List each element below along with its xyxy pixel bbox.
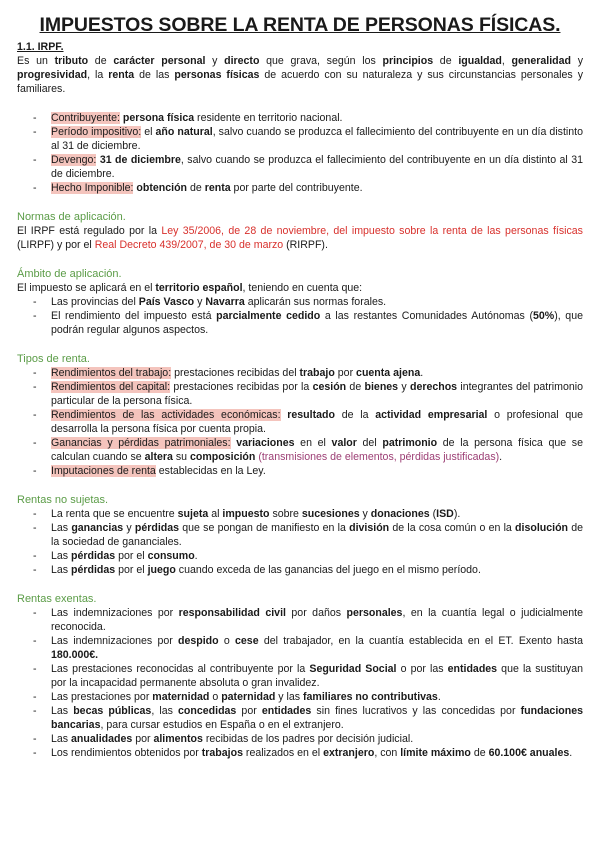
exenta-item xyxy=(17,746,583,760)
highlighted-term: Período impositivo: xyxy=(51,126,142,138)
bold-term: año natural xyxy=(155,126,213,138)
text-run: a las restantes Comunidades Autónomas ( xyxy=(320,310,533,322)
text-run: El rendimiento del impuesto está xyxy=(51,310,217,322)
highlighted-term: Contribuyente: xyxy=(51,112,120,124)
text-run: ( xyxy=(429,508,437,520)
text-run: que grava, según los xyxy=(259,55,383,67)
bold-term: límite máximo xyxy=(400,747,471,759)
text-run: Las prestaciones por xyxy=(51,691,153,703)
text-run: de las xyxy=(134,69,175,81)
text-run: La renta que se encuentre xyxy=(51,508,178,520)
text-run: Es un xyxy=(17,55,55,67)
bold-term: actividad empresarial xyxy=(375,409,488,421)
bold-term: donaciones xyxy=(370,508,430,520)
bold-term: personales xyxy=(346,607,403,619)
text-run: El impuesto se aplicará en el xyxy=(17,282,156,294)
bold-term: extranjero xyxy=(323,747,375,759)
text-run: , la xyxy=(87,69,109,81)
highlighted-term: Imputaciones de renta xyxy=(51,465,156,477)
bold-term: impuesto xyxy=(222,508,270,520)
exenta-item xyxy=(17,732,583,746)
text-run: por daños xyxy=(285,607,347,619)
text-run: y xyxy=(398,381,410,393)
bold-term: concedidas xyxy=(178,705,237,717)
text-run: por xyxy=(236,705,262,717)
exenta-item xyxy=(17,634,583,662)
text-run: del trabajador, en la cuantía establecida en el ET. Exento hasta xyxy=(258,635,583,647)
text-run: que la sustituyan por la incapacidad permanente absoluta o gran invalidez. xyxy=(51,663,583,689)
highlighted-term: Hecho Imponible: xyxy=(51,182,134,194)
definition-item xyxy=(17,153,583,181)
exentas-list xyxy=(17,606,583,760)
text-run: . xyxy=(437,691,441,703)
text-run: y xyxy=(571,55,583,67)
text-run: de la xyxy=(334,409,376,421)
text-run: de acuerdo con su naturaleza y sus circunstancias personales y familiares. xyxy=(17,69,583,95)
bold-term: cese xyxy=(235,635,259,647)
text-run: o por las xyxy=(396,663,448,675)
text-run: o xyxy=(209,691,222,703)
bold-term: tributo xyxy=(54,55,89,67)
bold-term: patrimonio xyxy=(382,437,438,449)
highlighted-term: Rendimientos de las actividades económicas: xyxy=(51,409,281,421)
text-run: o profesional que desarrolla la persona física por cuenta propia. xyxy=(51,409,583,435)
text-run: por el xyxy=(115,550,148,562)
text-run: Las prestaciones reconocidas al contribuyente por la xyxy=(51,663,310,675)
bold-term: trabajo xyxy=(299,367,335,379)
ambito-item xyxy=(17,295,583,309)
text-run: (RIRPF). xyxy=(283,239,328,251)
bold-term: trabajos xyxy=(201,747,243,759)
bold-term: familiares no contributivas xyxy=(303,691,438,703)
bold-term: derechos xyxy=(409,381,458,393)
text-run: Las xyxy=(51,564,72,576)
text-run: ), que podrán regular algunos aspectos. xyxy=(51,310,583,336)
text-run: que se pongan de manifiesto en la xyxy=(179,522,350,534)
exenta-item xyxy=(17,690,583,704)
heading-no-sujetas: Rentas no sujetas. xyxy=(17,494,109,506)
law-reference: Ley 35/2006, de 28 de noviembre, del impuesto sobre la renta de las personas físicas xyxy=(161,225,583,237)
text-run: por xyxy=(334,367,357,379)
text-run: o xyxy=(218,635,236,647)
no-sujeta-item xyxy=(17,563,583,577)
bold-term: entidades xyxy=(447,663,498,675)
bold-term: variaciones xyxy=(236,437,295,449)
bold-term: renta xyxy=(108,69,135,81)
bold-term: 31 de diciembre xyxy=(99,154,181,166)
text-run: , con xyxy=(374,747,401,759)
text-run: (LIRPF) y por el xyxy=(17,239,95,251)
tipo-item xyxy=(17,380,583,408)
law-reference: Real Decreto 439/2007, de 30 de marzo xyxy=(94,239,284,251)
text-run: de xyxy=(470,747,489,759)
bold-term: sucesiones xyxy=(301,508,360,520)
text-run: cuando exceda de las ganancias del juego en el mismo período. xyxy=(175,564,481,576)
heading-normas: Normas de aplicación. xyxy=(17,211,126,223)
text-run: el xyxy=(141,126,156,138)
text-run: y xyxy=(359,508,371,520)
heading-ambito: Ámbito de aplicación. xyxy=(17,268,122,280)
section-heading-irpf: 1.1. IRPF. xyxy=(17,41,64,53)
bold-term: paternidad xyxy=(221,691,276,703)
text-run: . xyxy=(499,451,503,463)
text-run: de la persona física que se calculan cuando se xyxy=(51,437,583,463)
text-run: Las indemnizaciones por xyxy=(51,607,179,619)
bold-term: renta xyxy=(204,182,231,194)
bold-term: responsabilidad civil xyxy=(178,607,286,619)
exenta-item xyxy=(17,704,583,732)
bold-term: despido xyxy=(178,635,219,647)
text-run: de xyxy=(88,55,114,67)
definition-item xyxy=(17,125,583,153)
tipo-item xyxy=(17,366,583,380)
no-sujeta-item xyxy=(17,521,583,549)
text-run: y xyxy=(123,522,135,534)
bold-term: cuenta ajena xyxy=(356,367,421,379)
text-run: Los rendimientos obtenidos por xyxy=(51,747,202,759)
text-run: de xyxy=(346,381,365,393)
bold-term: directo xyxy=(224,55,260,67)
bold-term: sujeta xyxy=(177,508,209,520)
tipo-item xyxy=(17,408,583,436)
bold-term: maternidad xyxy=(152,691,210,703)
bold-term: ISD xyxy=(436,508,454,520)
bold-term: 60.100€ anuales xyxy=(488,747,570,759)
text-run: sobre xyxy=(269,508,302,520)
bold-term: juego xyxy=(147,564,176,576)
bold-term: igualdad xyxy=(458,55,502,67)
tipos-list xyxy=(17,366,583,478)
normas-paragraph xyxy=(17,224,583,252)
highlighted-term: Devengo: xyxy=(51,154,97,166)
bold-term: disolución xyxy=(515,522,569,534)
bold-term: generalidad xyxy=(511,55,571,67)
definition-item xyxy=(17,111,583,125)
text-run: ). xyxy=(453,508,461,520)
text-run: y las xyxy=(275,691,304,703)
ambito-list xyxy=(17,295,583,337)
highlighted-term: Rendimientos del capital: xyxy=(51,381,171,393)
text-run: . xyxy=(194,550,198,562)
bold-term: entidades xyxy=(261,705,312,717)
bold-term: principios xyxy=(382,55,434,67)
bold-term: pérdidas xyxy=(71,564,116,576)
text-run: residente en territorio nacional. xyxy=(194,112,343,124)
text-run: , las xyxy=(151,705,179,717)
no-sujeta-item xyxy=(17,549,583,563)
text-run: de xyxy=(433,55,459,67)
no-sujetas-list xyxy=(17,507,583,577)
bold-term: cesión xyxy=(312,381,347,393)
ambito-item xyxy=(17,309,583,337)
text-run: , teniendo en cuenta que: xyxy=(242,282,363,294)
text-run: de xyxy=(187,182,205,194)
text-run: de la cosa común o en la xyxy=(389,522,516,534)
heading-exentas: Rentas exentas. xyxy=(17,593,97,605)
bold-term: anualidades xyxy=(71,733,133,745)
text-run: prestaciones recibidas del xyxy=(171,367,300,379)
tipo-item xyxy=(17,436,583,464)
bold-term: pérdidas xyxy=(134,522,180,534)
text-run: de la sociedad de gananciales. xyxy=(51,522,584,548)
text-run: aplicarán sus normas forales. xyxy=(244,296,387,308)
text-run: , para cursar estudios en España o en el extranjero. xyxy=(100,719,344,731)
bold-term: valor xyxy=(331,437,357,449)
definitions-list xyxy=(17,111,583,195)
bold-term: persona física xyxy=(122,112,195,124)
page-title: IMPUESTOS SOBRE LA RENTA DE PERSONAS FÍSICAS. xyxy=(39,14,561,36)
text-run: realizados en el xyxy=(242,747,324,759)
text-run: Las indemnizaciones por xyxy=(51,635,179,647)
bold-term: consumo xyxy=(147,550,195,562)
text-run: Las provincias del xyxy=(51,296,139,308)
text-run: , xyxy=(501,55,512,67)
bold-term: fundaciones bancarias xyxy=(51,705,583,731)
heading-tipos: Tipos de renta. xyxy=(17,353,90,365)
bold-term: Navarra xyxy=(205,296,245,308)
tipo-item xyxy=(17,464,583,478)
bold-term: becas públicas xyxy=(73,705,152,717)
bold-term: progresividad xyxy=(17,69,88,81)
text-run: establecidas en la Ley. xyxy=(155,465,266,477)
text-run: prestaciones recibidas por la xyxy=(170,381,313,393)
bold-term: territorio español xyxy=(155,282,243,294)
text-run: su xyxy=(172,451,191,463)
no-sujeta-item xyxy=(17,507,583,521)
text-run: , en la cuantía legal o judicialmente reconocida. xyxy=(51,607,583,633)
bold-term: altera xyxy=(144,451,173,463)
bold-term: País Vasco xyxy=(138,296,195,308)
ambito-paragraph xyxy=(17,281,583,295)
text-run: Las xyxy=(51,550,72,562)
text-run: , salvo cuando se produzca el fallecimiento del contribuyente en un día distinto al 31 de diciembre. xyxy=(51,126,583,152)
bold-term: resultado xyxy=(287,409,335,421)
text-run: sin fines lucrativos y las concedidas por xyxy=(311,705,521,717)
bold-term: ganancias xyxy=(71,522,124,534)
text-run: Las xyxy=(51,705,74,717)
text-run: El IRPF está regulado por la xyxy=(17,225,162,237)
text-run: , salvo cuando se produzca el fallecimiento del contribuyente en un día distinto al 31 de diciembre. xyxy=(51,154,583,180)
text-run: por xyxy=(132,733,154,745)
text-run: por el xyxy=(115,564,148,576)
exenta-item xyxy=(17,606,583,634)
note-text: (transmisiones de elementos, pérdidas justificadas) xyxy=(258,451,500,463)
text-run: integrantes del patrimonio particular de la persona física. xyxy=(51,381,583,407)
exenta-item xyxy=(17,662,583,690)
text-run: por parte del contribuyente. xyxy=(230,182,363,194)
text-run: al xyxy=(208,508,223,520)
text-run: Las xyxy=(51,733,72,745)
bold-term: personas físicas xyxy=(174,69,260,81)
bold-term: 50% xyxy=(533,310,555,322)
bold-term: división xyxy=(349,522,390,534)
bold-term: alimentos xyxy=(153,733,203,745)
text-run: y xyxy=(194,296,206,308)
document-page xyxy=(17,14,583,760)
bold-term: carácter personal xyxy=(113,55,206,67)
bold-term: parcialmente cedido xyxy=(216,310,321,322)
intro-paragraph xyxy=(17,54,583,96)
text-run: recibidas de los padres por decisión judicial. xyxy=(202,733,414,745)
text-run: . xyxy=(420,367,424,379)
bold-term: obtención xyxy=(136,182,188,194)
text-run: . xyxy=(569,747,573,759)
bold-term: composición xyxy=(190,451,256,463)
text-run: en el xyxy=(294,437,332,449)
bold-term: pérdidas xyxy=(71,550,116,562)
text-run: del xyxy=(356,437,383,449)
bold-term: Seguridad Social xyxy=(309,663,397,675)
bold-term: bienes xyxy=(364,381,399,393)
highlighted-term: Rendimientos del trabajo: xyxy=(51,367,172,379)
highlighted-term: Ganancias y pérdidas patrimoniales: xyxy=(51,437,231,449)
definition-item xyxy=(17,181,583,195)
text-run: Las xyxy=(51,522,72,534)
text-run: y xyxy=(205,55,225,67)
bold-term: 180.000€. xyxy=(51,649,99,661)
